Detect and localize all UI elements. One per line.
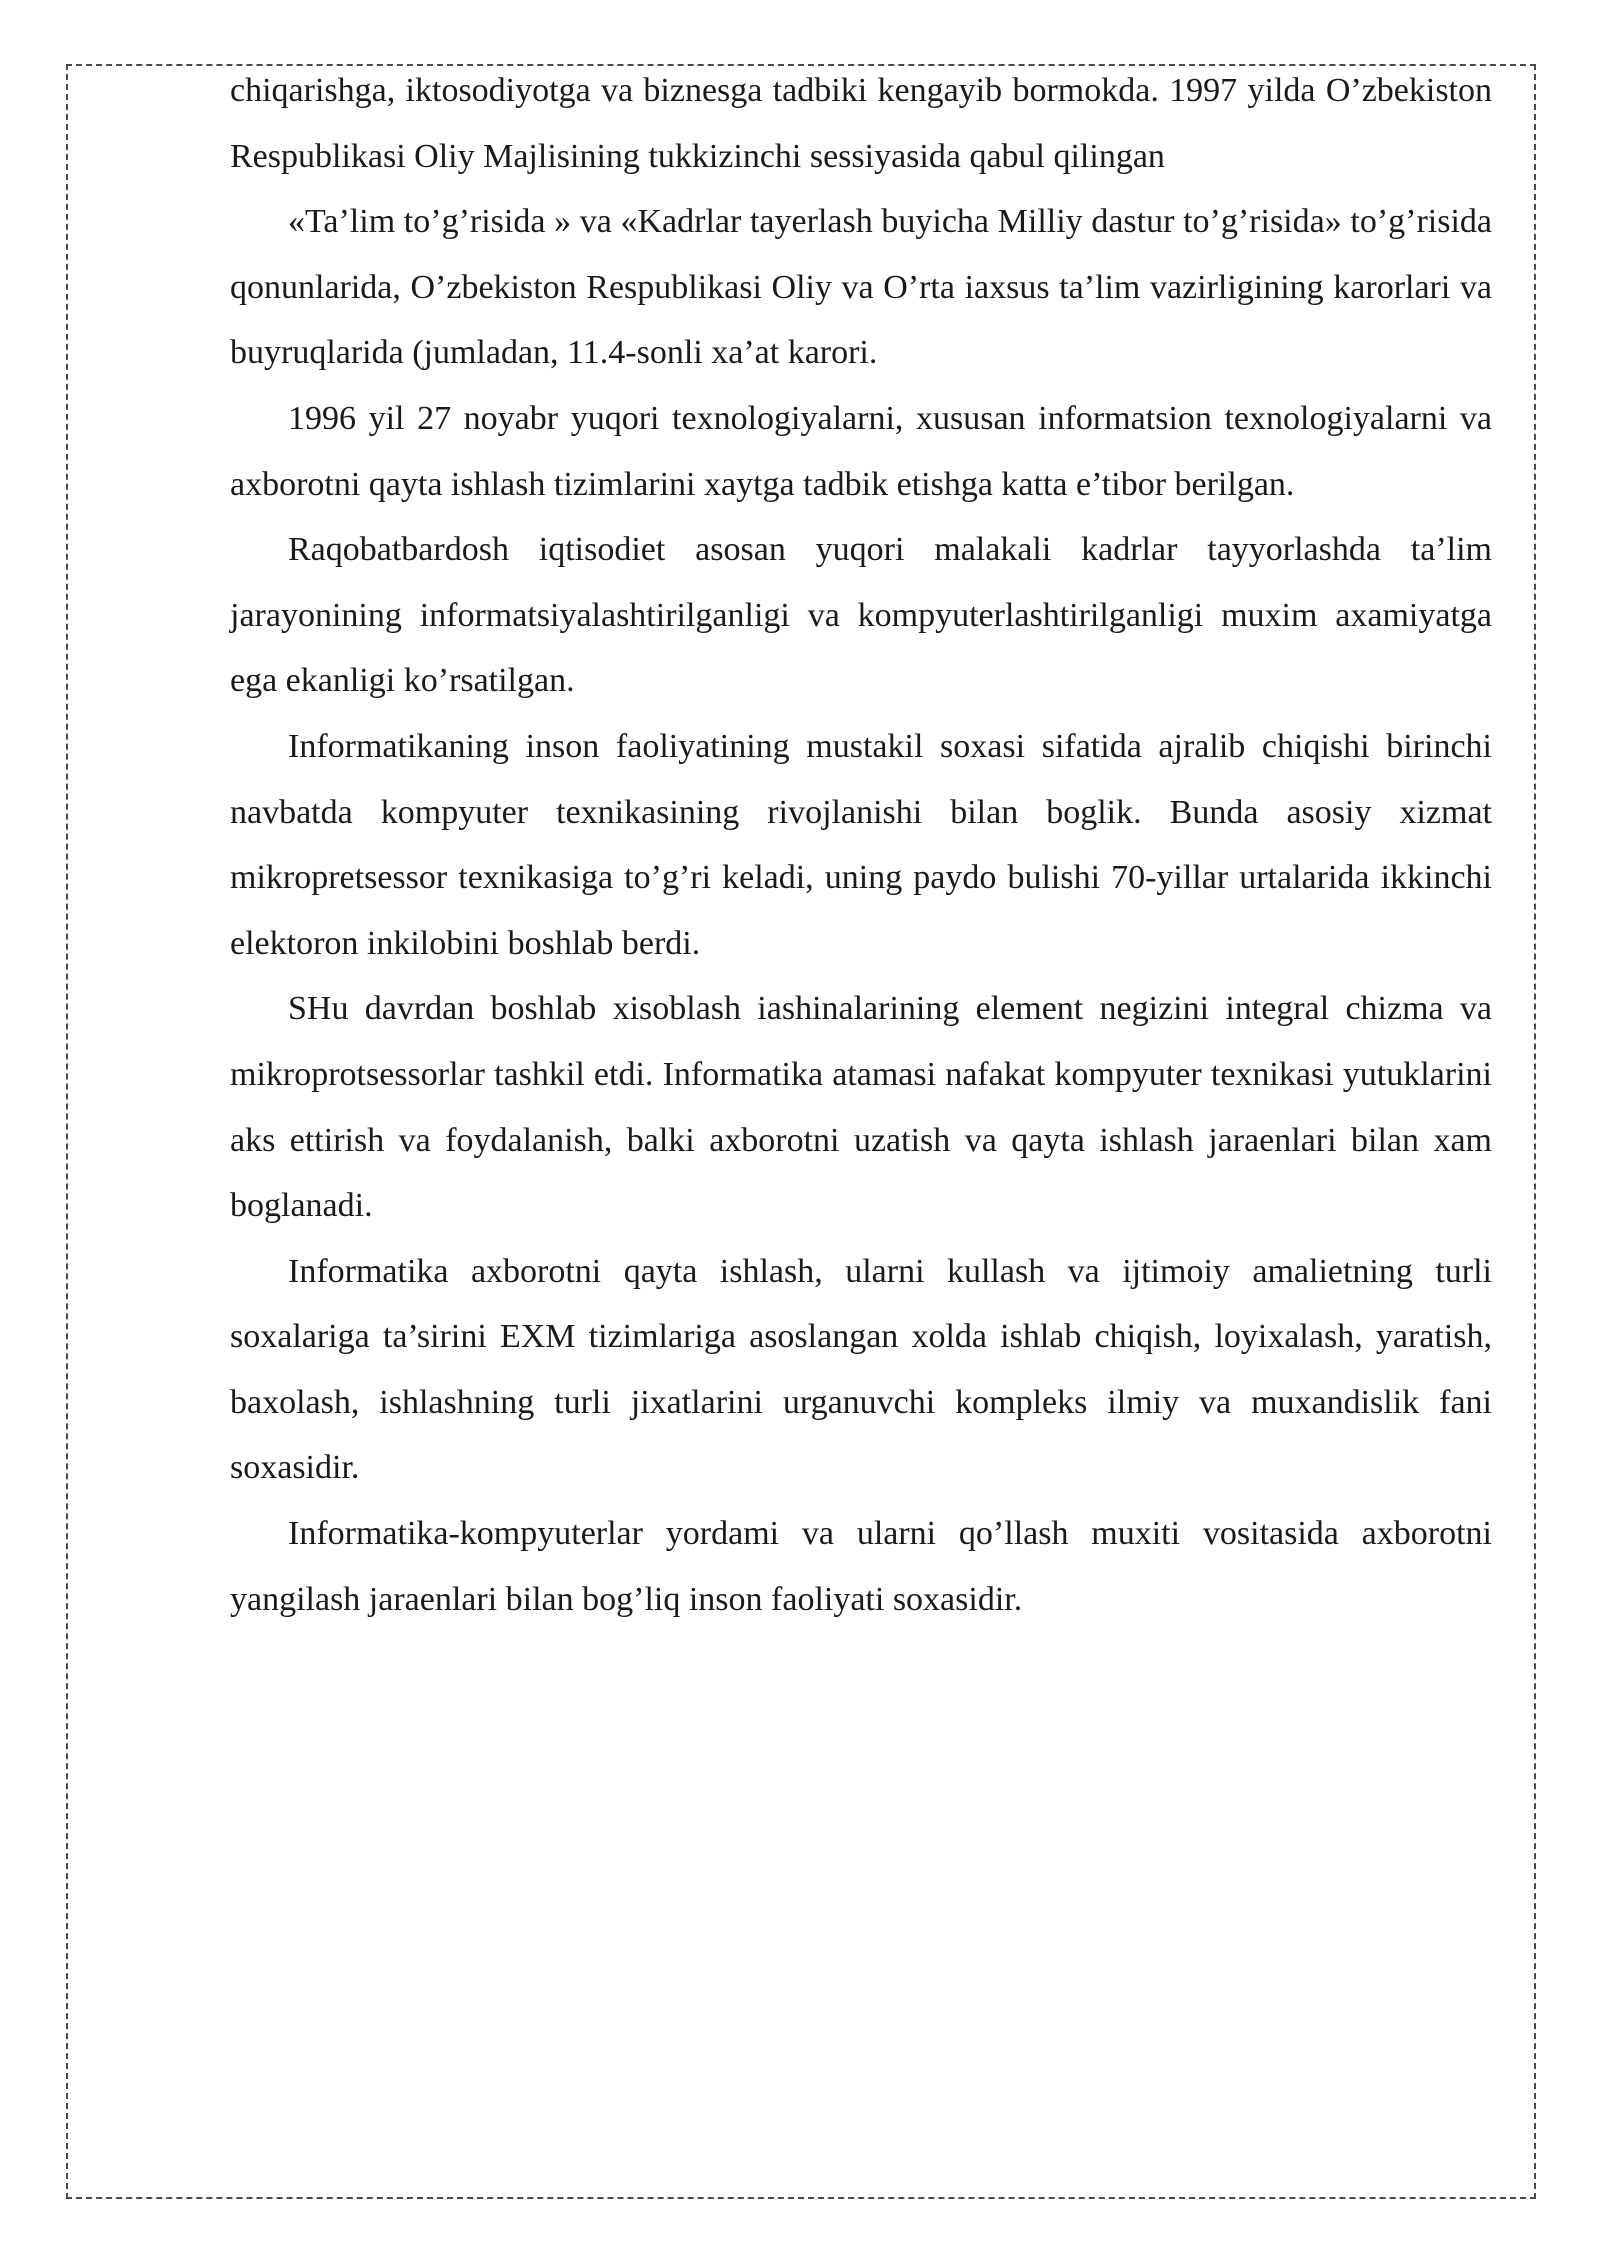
paragraph-8: Informatika-kompyuterlar yordami va ularni qo’llash muxiti vositasida axborotni yangilash jaraenlari bilan bog’liq inson faoliyati soxasidir. — [230, 1515, 1492, 1618]
document-body — [230, 58, 1492, 1632]
paragraph-2: «Ta’lim to’g’risida » va «Kadrlar tayerlash buyicha Milliy dastur to’g’risida» to’g’risida qonunlarida, O’zbekiston Respublikasi Oliy va O’rta iaxsus ta’lim vazirligining karorlari va buyruqlarida (jumladan, 11.4-sonli xa’at karori. — [230, 203, 1492, 372]
paragraph-3: 1996 yil 27 noyabr yuqori texnologiyalarni, xususan informatsion texnologiyalarni va axborotni qayta ishlash tizimlarini xaytga tadbik etishga katta e’tibor berilgan. — [230, 399, 1492, 503]
paragraph-1: chiqarishga, iktosodiyotga va biznesga tadbiki kengayib bormokda. 1997 yilda O’zbekiston Respublikasi Oliy Majlisining tukkizinchi sessiyasida qabul qilingan — [230, 72, 1492, 175]
paragraph-4: Raqobatbardosh iqtisodiet asosan yuqori malakali kadrlar tayyorlashda ta’lim jarayonining informatsiyalashtirilganligi va kompyuterlashtirilganligi muxim axamiyatga ega ekanligi ko’rsatilgan. — [230, 531, 1492, 700]
paragraph-6: SHu davrdan boshlab xisoblash iashinalarining element negizini integral chizma va mikroprotsessorlar tashkil etdi. Informatika atamasi nafakat kompyuter texnikasi yutuklarini aks ettirish va foydalanish, balki axborotni uzatish va qayta ishlash jaraenlari bilan xam boglanadi. — [230, 990, 1492, 1225]
paragraph-7: Informatika axborotni qayta ishlash, ularni kullash va ijtimoiy amalietning turli soxalariga ta’sirini EXM tizimlariga asoslangan xolda ishlab chiqish, loyixalash, yaratish, baxolash, ishlashning turli jixatlarini urganuvchi kompleks ilmiy va muxandislik fani soxasidir. — [230, 1252, 1492, 1487]
paragraph-5: Informatikaning inson faoliyatining mustakil soxasi sifatida ajralib chiqishi birinchi navbatda kompyuter texnikasining rivojlanishi bilan boglik. Bunda asosiy xizmat mikropretsessor texnikasiga to’g’ri keladi, uning paydo bulishi 70-yillar urtalarida ikkinchi elektoron inkilobini boshlab berdi. — [230, 727, 1492, 962]
